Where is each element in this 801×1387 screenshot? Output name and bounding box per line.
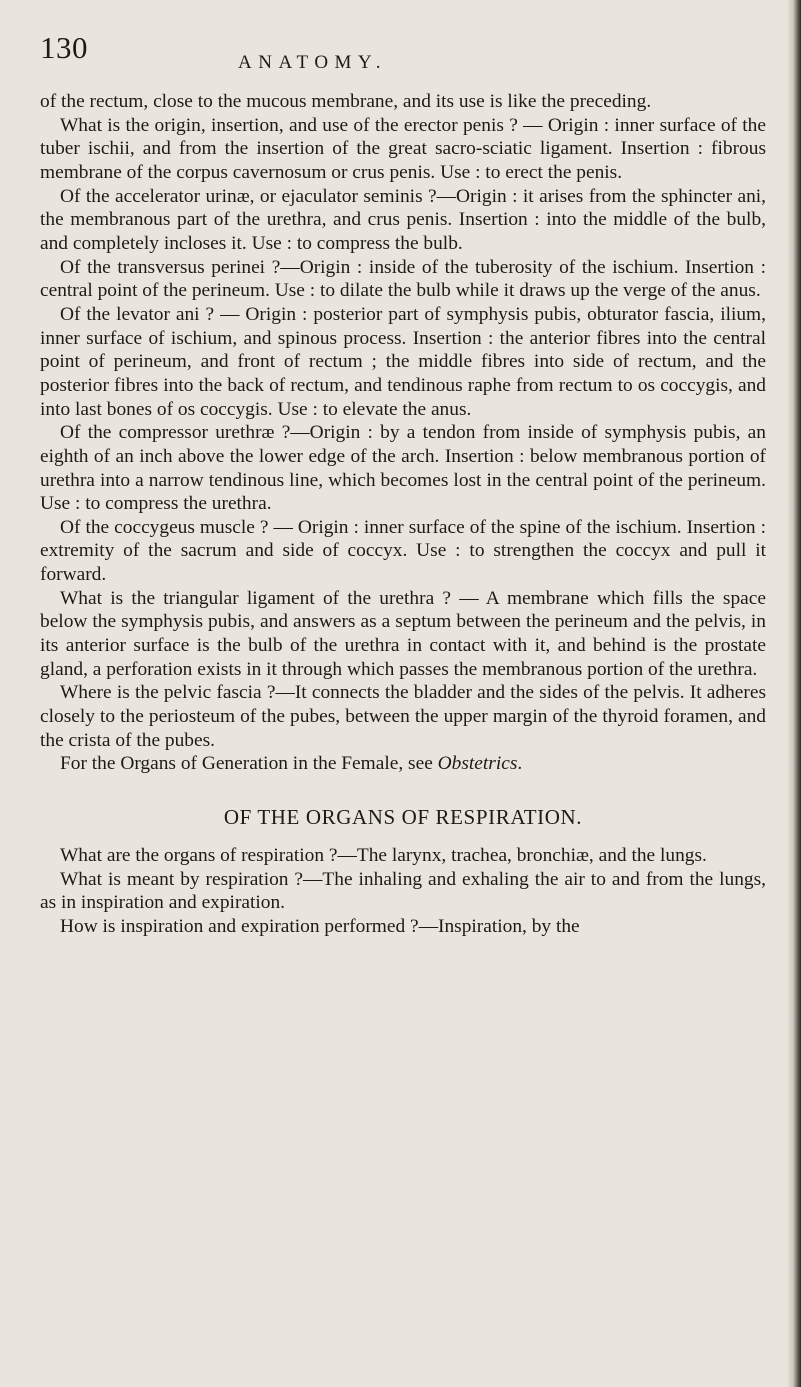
paragraph-accelerator-urinae: Of the accelerator urinæ, or ejaculator seminis ?—Origin : it arises from the sphincter ani, the membranous part of the urethra, and crus penis. Insertion : into the middle of the bulb, and completely incloses it. Use : to compress the bulb.	[40, 185, 766, 254]
note-prefix: For the Organs of Generation in the Female, see	[60, 753, 438, 775]
paragraph-inspiration-expiration: How is inspiration and expiration performed ?—Inspiration, by the	[60, 916, 580, 937]
paragraph-organs-respiration: What are the organs of respiration ?—The larynx, trachea, bronchiæ, and the lungs.	[60, 845, 707, 867]
note-emphasis: Obstetrics	[437, 753, 518, 775]
paragraph-respiration-meaning: What is meant by respiration ?—The inhaling and exhaling the air to and from the lungs, as in inspiration and expiration.	[40, 868, 766, 914]
body-text	[40, 90, 766, 939]
paragraph-transversus-perinei: Of the transversus perinei ?—Origin : inside of the tuberosity of the ischium. Insertion : central point of the perineum. Use : to dilate the bulb while it draws up the verge of the anus.	[40, 256, 766, 302]
section-heading: OF THE ORGANS OF RESPIRATION.	[223, 805, 583, 830]
paragraph-triangular-ligament: What is the triangular ligament of the urethra ? — A membrane which fills the space below the symphysis pubis, and answers as a septum between the perineum and the pelvis, in its anterior surface is the bulb of the urethra in contact with it, and behind is the prostate gland, a perforation exists in it through which passes the membranous portion of the urethra.	[40, 587, 766, 680]
paragraph-continuation: of the rectum, close to the mucous membrane, and its use is like the preceding.	[40, 91, 652, 112]
paragraph-coccygeus: Of the coccygeus muscle ? — Origin : inner surface of the spine of the ischium. Insertion : extremity of the sacrum and side of coccyx. Use : to strengthen the coccyx and pull it forward.	[40, 516, 766, 586]
running-head: ANATOMY.	[238, 52, 387, 73]
paragraph-pelvic-fascia: Where is the pelvic fascia ?—It connects the bladder and the sides of the pelvis. It adheres closely to the periosteum of the pubes, between the upper margin of the thyroid foramen, and the crista of the pubes.	[40, 682, 766, 751]
note-suffix: .	[517, 753, 523, 775]
paragraph-levator-ani: Of the levator ani ? — Origin : posterior part of symphysis pubis, obturator fascia, ilium, inner surface of ischium, and spinous process. Insertion : the anterior fibres into the central point of perineum, and front of rectum ; the middle fibres into side of rectum, and the posterior fibres into the back of rectum, and tendinous raphe from rectum to os coccygis, and into last bones of os coccygis. Use : to elevate the anus.	[40, 303, 766, 420]
paragraph-generation-note	[40, 752, 766, 776]
paragraph-compressor-urethrae: Of the compressor urethræ ?—Origin : by a tendon from inside of symphysis pubis, an eighth of an inch above the lower edge of the arch. Insertion : below membranous portion of urethra into a narrow tendinous line, which becomes lost in the central point of the perineum. Use : to compress the urethra.	[40, 422, 766, 515]
paragraph-erector-penis: What is the origin, insertion, and use of the erector penis ? — Origin : inner surface of the tuber ischii, and from the insertion of the great sacro-sciatic ligament. Insertion : fibrous membrane of the corpus cavernosum or crus penis. Use : to erect the penis.	[40, 114, 766, 183]
page-number: 130	[40, 30, 88, 65]
binding-edge	[787, 0, 801, 1387]
